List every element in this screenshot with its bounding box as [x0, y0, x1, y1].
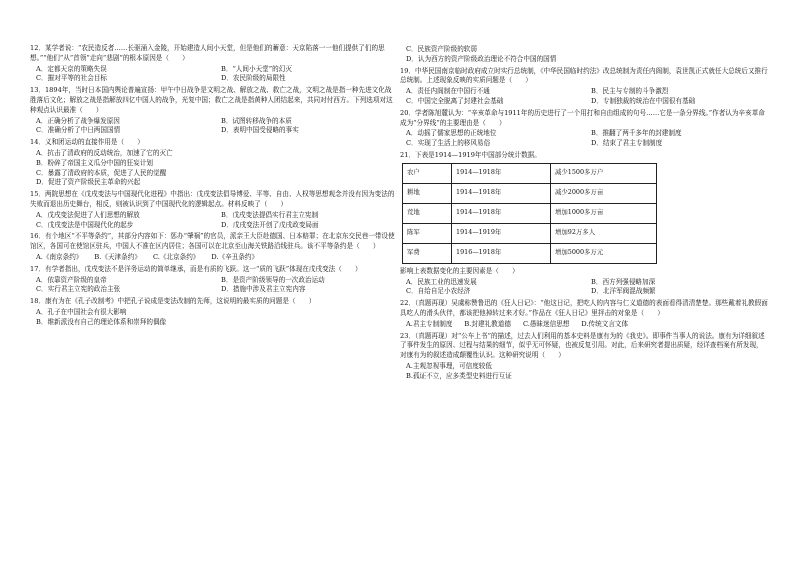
answer-options: [406, 45, 768, 65]
answer-option: A．戊戌变法促进了人们思想的解放: [36, 210, 140, 219]
answer-option: D．结束了君主专制制度: [591, 139, 663, 148]
question: [400, 67, 768, 107]
answer-option: C.《北京条约》: [152, 252, 200, 261]
answer-option: B．是资产阶级领导的一次政治运动: [221, 275, 325, 284]
question-stem: 20．学者陈旭麓认为：“辛亥革命与1911年的历史进行了一个用打和自由组成的句号……它是一条分界线。”作者认为辛亥革命成为“分界线”的主要理由是（ ）: [400, 108, 765, 127]
answer-option: D．促进了资产阶级民主革命的兴起: [36, 178, 141, 187]
answer-option: C．暴露了清政府的本质，促进了人民的觉醒: [36, 168, 167, 177]
question-stem: 17．有学者指出，戊戌变法不是洋务运动的简单继承，而是有质的飞跃。这一“质的飞跃”体现在戊戌变法（ ）: [30, 264, 362, 273]
question: [30, 138, 398, 188]
answer-options: [406, 278, 768, 298]
answer-option: B.《天津条约》: [94, 252, 141, 261]
question-stem: 13．1894年，当时日本国内舆论普遍宣扬：甲午中日战争是文明之战、解放之战、救亡之战，文明之战是指一种先进文化战胜落后文化；解放之战是指解放四亿中国人的战争，光复中国；救亡之战是指黄种人团结起来，共同对付西方。下列选项对这种观点认识最准（ ）: [30, 86, 393, 114]
answer-option: A．正确分析了战争爆发原因: [36, 116, 120, 125]
question-stem: 影响上表数据变化的主要因素是（ ）: [400, 266, 519, 275]
table-cell: 减少2000多万亩: [551, 183, 657, 203]
question: [400, 109, 768, 149]
table-row: [403, 163, 657, 183]
answer-option: B．推翻了两千多年的封建制度: [591, 129, 682, 138]
table-cell: 1914—1918年: [452, 183, 551, 203]
answer-option: B.封建礼教道德: [464, 319, 511, 328]
statistics-table: [402, 163, 657, 264]
answer-options: [406, 87, 768, 107]
question: [30, 190, 398, 230]
table-row: [403, 243, 657, 263]
question: [30, 265, 398, 295]
answer-option: D.《辛丑条约》: [211, 252, 259, 261]
question-stem: 22．（真题再现）吴虞称赞鲁迅的《狂人日记》：“他这日记，把吃人的内容与仁义道德的表面看得清清楚楚。那些戴着礼教假面具吃人的滑头伙伴，都该把他掉转过来才好。”作品在《狂人日记》里抨击的对象是（ ）: [400, 299, 768, 317]
table-caption: 21．下表是1914—1919年中国部分统计数据。: [400, 150, 541, 159]
question-stem: 18．康有为在《孔子改制考》中把孔子说成是变法改制的先师，这说明的最实质的问题是（ ）: [30, 297, 316, 306]
table-cell: 荒地: [403, 203, 452, 223]
answer-option: B．粉碎了帝国主义瓜分中国的狂妄计划: [36, 158, 153, 167]
table-row: [403, 223, 657, 243]
table-cell: 农户: [403, 163, 452, 183]
answer-option: A．责任内阁制在中国行不通: [406, 87, 490, 96]
table-cell: 1914—1918年: [452, 163, 551, 183]
question-stem: 19．中华民国南京临时政府成立时实行总统制，《中华民国临时约法》改总统制为责任内阁制，袁世凯正式就任大总统后又推行总统制。上述现象反映的实质问题是（ ）: [400, 66, 768, 85]
table-cell: 增加92万多人: [551, 223, 657, 243]
answer-options: [406, 129, 768, 149]
table-cell: 增加1000多万亩: [551, 203, 657, 223]
answer-option: B．民主与专制的斗争激烈: [591, 87, 669, 96]
answer-option: B．试图转移战争的本质: [221, 116, 292, 125]
answer-option: D．专制独裁的统治在中国很有基础: [591, 96, 696, 105]
answer-option: B.孤证不立，应多类型史料进行互证: [406, 371, 512, 380]
table-row: [403, 203, 657, 223]
answer-option: C．自给自足小农经济: [406, 287, 471, 296]
answer-option: C．实行君主立宪的政治主张: [36, 285, 121, 294]
answer-option: C．准确分析了中日两国国情: [36, 126, 121, 135]
question-stem: 12．某学者说：“农民造反者……长驱涌入金陵，开始建造人间小天堂，但是他们的蓄意：天京陷落一一他们提供了们的思想。”“他们”从“首领”走向“悲剧”的根本原因是（ ）: [30, 44, 385, 62]
answer-option: C．戊戌变法是中国现代化的起步: [36, 220, 134, 229]
table-row: [403, 183, 657, 203]
answer-option: A.主观忽视事理，可信度较低: [406, 361, 492, 370]
question: [400, 299, 768, 329]
answer-option: B．维新派没有自己的理论体系和崇拜的偶像: [36, 317, 167, 326]
answer-options: [36, 276, 398, 296]
question-stem: 14．义和团运动的直接作用是（ ）: [30, 138, 144, 147]
right-column: [400, 44, 768, 384]
question: [400, 267, 768, 297]
answer-option: D．认为西方的资产阶级政治理论不符合中国的国情: [406, 54, 557, 63]
answer-option: D．农民阶级的局限性: [221, 74, 286, 83]
answer-option: A．孔子在中国社会有很大影响: [36, 307, 127, 316]
table-cell: 减少1500多万户: [551, 163, 657, 183]
question: [30, 86, 398, 136]
question: [30, 44, 398, 84]
answer-option: A.君主专制制度: [406, 319, 453, 328]
question: [400, 332, 768, 382]
table-cell: 军费: [403, 243, 452, 263]
question: [400, 45, 768, 65]
answer-option: A．民族工业的迅速发展: [406, 277, 477, 286]
answer-option: C．中国完全脱离了封建社会基础: [406, 96, 504, 105]
answer-options: [406, 320, 768, 330]
answer-option: A.《南京条约》: [36, 252, 83, 261]
answer-options: [406, 362, 768, 382]
question-stem: 16．有个地区“不平等条约”，其部分内容如下：惩办“肇祸”的官员，派亲王大臣赴德国、日本赔罪；在北京东交民巷一带设使馆区，各国可在使馆区驻兵，中国人不准在区内居住；各国可以在北京至山海关铁路沿线驻兵。该不平等条约是（ ）: [30, 232, 395, 251]
question: [30, 297, 398, 327]
table-cell: 1916—1918年: [452, 243, 551, 263]
table-cell: 增加5000多万元: [551, 243, 657, 263]
answer-option: A．动摇了儒家思想的正统地位: [406, 129, 497, 138]
table-cell: 1914—1919年: [452, 223, 551, 243]
answer-options: [36, 149, 398, 188]
question: [30, 232, 398, 262]
answer-options: [36, 117, 398, 137]
question-stem: 15．两院思想在《戊戌变法与中国现代化进程》中指出：戊戌变法倡导博爱、平等、自由、人权等思想观念并没有因为变法的失败而退出历史舞台，相反，则被认识到了中国现代化的逻辑起点。材料反映了（ ）: [30, 190, 395, 208]
answer-options: [36, 308, 398, 328]
answer-option: D．表明中国受侵略的事实: [221, 126, 299, 135]
answer-option: D．戊戌变法开创了戊戌政变局面: [221, 220, 319, 229]
answer-option: C．摧对平等的社会目标: [36, 74, 107, 83]
table-cell: 陈军: [403, 223, 452, 243]
answer-options: [36, 253, 398, 263]
answer-option: A．抗击了清政府的反动统治，加速了它的灭亡: [36, 148, 173, 157]
answer-option: C.愚昧迷信思想: [522, 319, 570, 328]
answer-option: B．戊戌变法提倡实行君主立宪制: [221, 210, 319, 219]
table-cell: 耕地: [403, 183, 452, 203]
answer-option: A．定都天京的策略失误: [36, 64, 107, 73]
answer-option: D.传统文言文体: [581, 319, 629, 328]
answer-option: B．“人间小天堂”的幻灭: [221, 64, 292, 73]
answer-options: [36, 211, 398, 231]
answer-option: A．依靠资产阶级的皇帝: [36, 275, 107, 284]
answer-option: D．北洋军阀混战频繁: [591, 287, 656, 296]
table-cell: 1914—1918年: [452, 203, 551, 223]
answer-option: C．实现了生活上的移风易俗: [406, 139, 491, 148]
answer-option: C．民族资产阶级的软弱: [406, 45, 477, 53]
answer-options: [36, 65, 398, 85]
answer-option: B．西方列强侵略加深: [591, 277, 656, 286]
question-stem: 23．（真题再现）对“公车上书”的描述，过去人们利用的基本史料是康有为的《我史》。即事件当事人的说法。康有为详细叙述了事件发生的原因、过程与结果的细节，似乎无可怀疑，也被反复引用。对此，后来研究者提出质疑，经详查档案有所发现，对康有为的叙述造成颠覆性认识。这种研究说明（ ）: [400, 331, 765, 360]
left-column: [30, 44, 398, 330]
answer-option: D．措施中涉及君主立宪内容: [221, 285, 306, 294]
